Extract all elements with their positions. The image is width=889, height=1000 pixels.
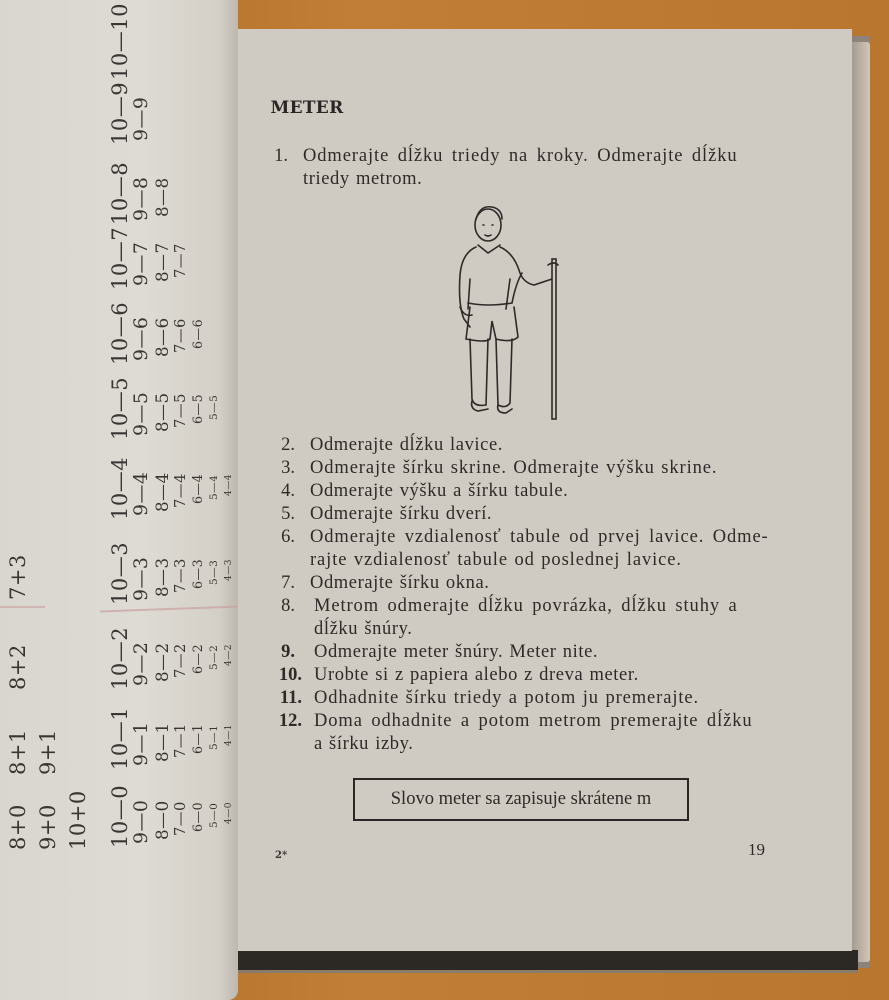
subtraction-expression: 4—2 <box>224 644 235 666</box>
subtraction-expression: 8—3 <box>151 557 172 597</box>
exercise-text: Odmerajte dĺžku triedy na kroky. Odmerajte dĺžku <box>303 146 738 166</box>
subtraction-expression: 7—1 <box>171 723 189 758</box>
subtraction-expression: 9—4 <box>130 471 153 516</box>
subtraction-expression: 7—2 <box>171 643 189 678</box>
addition-expression: 8+1 <box>6 729 30 775</box>
subtraction-expression: 6—5 <box>190 393 206 424</box>
exercise-number: 3. <box>281 458 295 478</box>
subtraction-expression: 10—4 <box>108 456 132 520</box>
subtraction-expression: 5—0 <box>208 802 220 828</box>
subtraction-expression: 5—3 <box>208 559 220 585</box>
subtraction-expression: 10—10 <box>108 3 132 80</box>
exercise-number: 6. <box>281 527 295 547</box>
subtraction-expression: 8—4 <box>151 472 172 512</box>
exercise-text: Odmerajte šírku skrine. Odmerajte výšku skrine. <box>310 458 718 478</box>
exercise-number: 10. <box>278 665 302 685</box>
note-box <box>353 778 689 821</box>
addition-expression: 8+2 <box>6 644 30 690</box>
subtraction-expression: 8—0 <box>151 800 172 840</box>
exercise-text: dĺžku šnúry. <box>314 619 413 639</box>
exercise-number: 9. <box>281 642 295 662</box>
subtraction-expression: 4—1 <box>224 724 235 746</box>
exercise-number: 5. <box>281 504 295 524</box>
subtraction-expression: 4—4 <box>224 474 235 496</box>
subtraction-expression: 10—5 <box>108 376 132 440</box>
subtraction-expression: 10—7 <box>108 226 132 290</box>
exercise-text: Odhadnite šírku triedy a potom ju premerajte. <box>314 688 700 708</box>
subtraction-expression: 10—0 <box>108 784 132 848</box>
exercise-text: Odmerajte šírku dverí. <box>310 504 493 524</box>
left-page <box>0 0 238 1000</box>
addition-expression: 7+3 <box>6 554 30 600</box>
subtraction-expression: 8—5 <box>151 392 172 432</box>
signature-mark: 2* <box>275 850 288 861</box>
exercise-text: Urobte si z papiera alebo z dreva meter. <box>314 665 639 685</box>
exercise-text: Odmerajte dĺžku lavice. <box>310 435 504 455</box>
addition-expression: 9+1 <box>36 729 60 775</box>
subtraction-expression: 10—1 <box>108 706 132 770</box>
subtraction-expression: 5—1 <box>208 724 220 750</box>
exercise-text: Metrom odmerajte dĺžku povrázka, dĺžku stuhy a <box>314 596 738 616</box>
subtraction-expression: 7—4 <box>171 473 189 508</box>
exercise-number: 4. <box>281 481 295 501</box>
subtraction-expression: 9—7 <box>130 241 153 286</box>
pink-pencil-line <box>0 606 45 608</box>
subtraction-expression: 9—1 <box>130 721 153 766</box>
subtraction-expression: 8—2 <box>151 642 172 682</box>
subtraction-expression: 7—3 <box>171 558 189 593</box>
exercise-text: Odmerajte šírku okna. <box>310 573 490 593</box>
book-bottom-edge <box>238 950 858 973</box>
subtraction-expression: 9—2 <box>130 641 153 686</box>
subtraction-expression: 5—2 <box>208 644 220 670</box>
subtraction-expression: 10—8 <box>108 161 132 225</box>
exercise-number: 2. <box>281 435 295 455</box>
addition-expression: 10+0 <box>66 790 90 850</box>
subtraction-expression: 6—3 <box>190 558 206 589</box>
subtraction-expression: 7—5 <box>171 393 189 428</box>
exercise-text: a šírku izby. <box>314 734 414 754</box>
exercise-number: 12. <box>278 711 302 731</box>
subtraction-expression: 7—7 <box>171 243 189 278</box>
subtraction-expression: 10—9 <box>108 81 132 145</box>
exercise-number: 11. <box>279 688 302 708</box>
subtraction-expression: 4—0 <box>224 802 235 824</box>
subtraction-expression: 8—7 <box>151 242 172 282</box>
subtraction-expression: 6—4 <box>190 473 206 504</box>
page-number: 19 <box>748 840 765 859</box>
exercise-number: 7. <box>281 573 295 593</box>
subtraction-expression: 9—9 <box>130 96 153 141</box>
exercise-text: triedy metrom. <box>303 169 423 189</box>
note-text: Slovo meter sa zapisuje skrátene m <box>390 789 652 809</box>
subtraction-expression: 8—6 <box>151 317 172 357</box>
exercise-text: Odmerajte výšku a šírku tabule. <box>310 481 569 501</box>
subtraction-expression: 10—6 <box>108 301 132 365</box>
page-title: METER <box>270 98 344 118</box>
subtraction-expression: 10—2 <box>108 626 132 690</box>
subtraction-expression: 6—1 <box>190 723 206 754</box>
subtraction-expression: 10—3 <box>108 541 132 605</box>
subtraction-expression: 5—4 <box>208 474 220 500</box>
exercise-text: Odmerajte vzdialenosť tabule od prvej lavice. Odme- <box>310 527 769 547</box>
subtraction-expression: 8—8 <box>151 177 172 217</box>
subtraction-expression: 9—6 <box>130 316 153 361</box>
exercise-text: Odmerajte meter šnúry. Meter nite. <box>314 642 599 662</box>
subtraction-expression: 5—5 <box>208 394 220 420</box>
subtraction-expression: 6—6 <box>190 318 206 349</box>
boy-with-meter-stick-illustration <box>440 195 570 425</box>
subtraction-expression: 6—2 <box>190 643 206 674</box>
subtraction-expression: 6—0 <box>190 801 206 832</box>
exercise-text: rajte vzdialenosť tabule od poslednej lavice. <box>310 550 682 570</box>
subtraction-expression: 7—0 <box>171 801 189 836</box>
subtraction-expression: 7—6 <box>171 318 189 353</box>
subtraction-expression: 9—3 <box>130 556 153 601</box>
addition-expression: 9+0 <box>36 804 60 850</box>
addition-expression: 8+0 <box>6 804 30 850</box>
exercise-text: Doma odhadnite a potom metrom premerajte dĺžku <box>314 711 753 731</box>
pink-pencil-line <box>100 606 240 613</box>
exercise-number: 1. <box>274 146 288 166</box>
subtraction-expression: 9—5 <box>130 391 153 436</box>
subtraction-expression: 9—0 <box>130 799 153 844</box>
subtraction-expression: 8—1 <box>151 722 172 762</box>
exercise-number: 8. <box>281 596 295 616</box>
subtraction-expression: 4—3 <box>224 559 235 581</box>
subtraction-expression: 9—8 <box>130 176 153 221</box>
